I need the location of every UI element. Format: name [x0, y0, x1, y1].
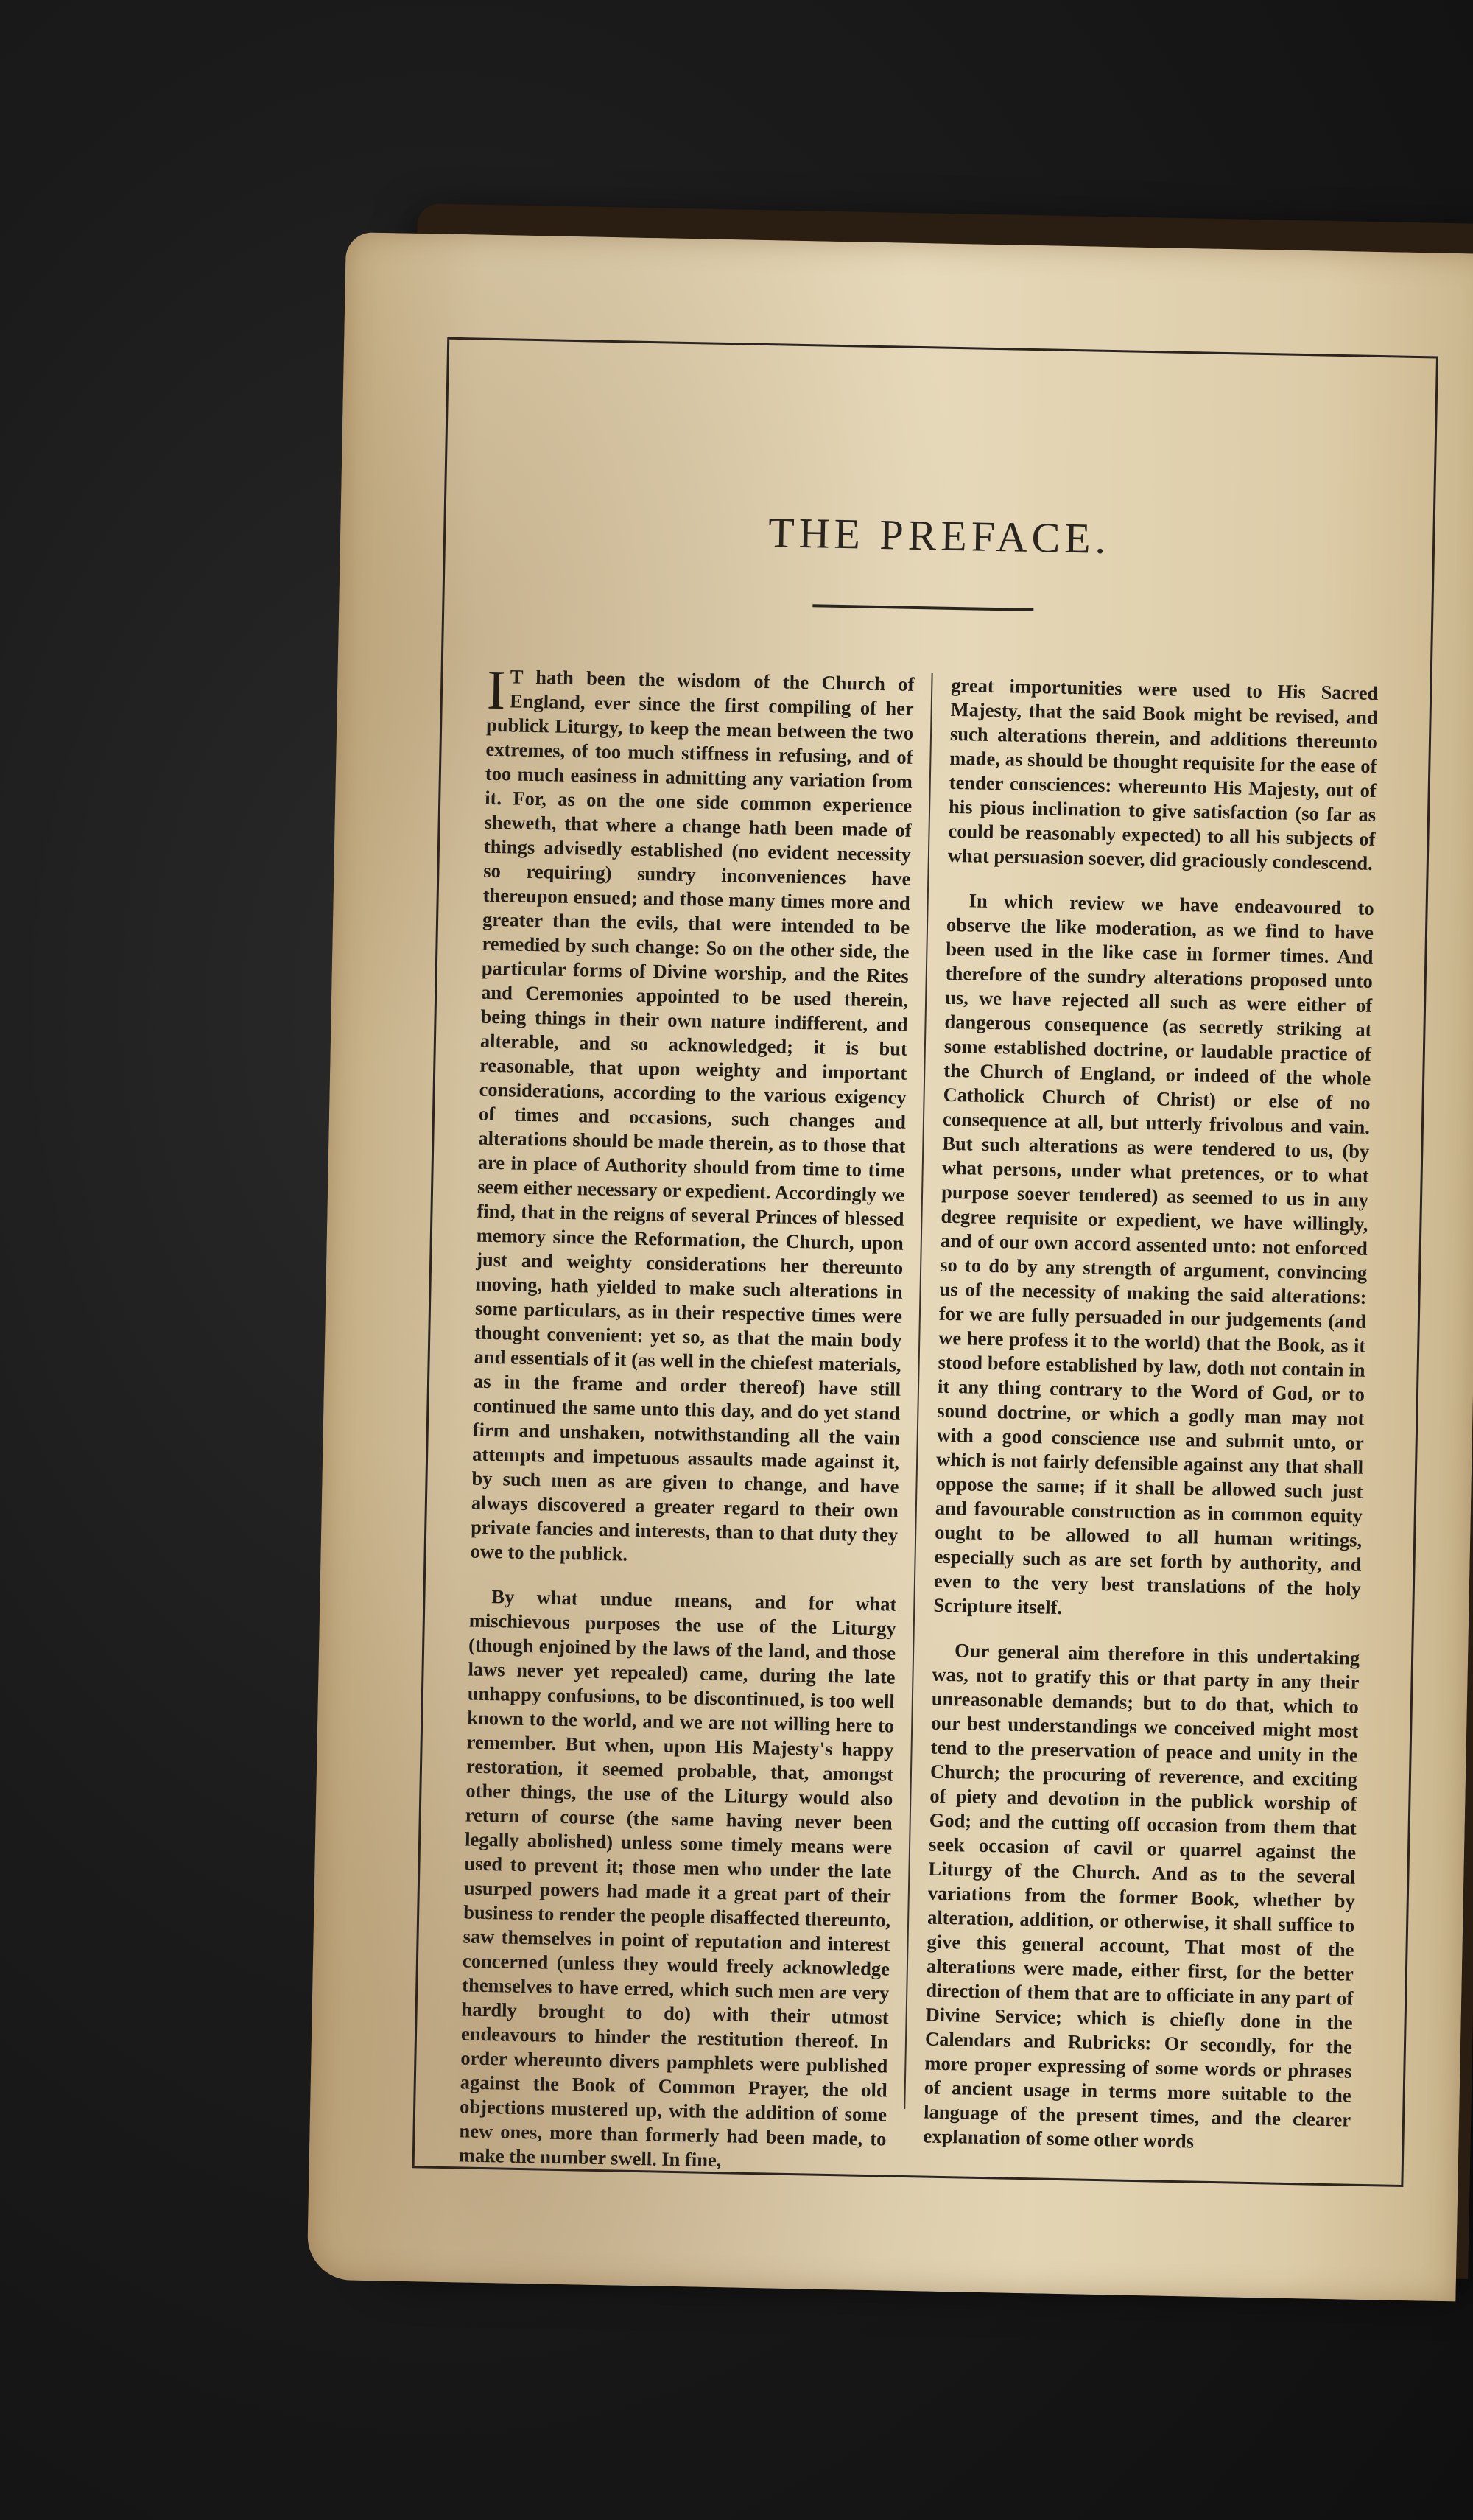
right-column: [923, 673, 1379, 2177]
page-border-frame: [412, 337, 1438, 2187]
paragraph: In which review we have endeavoured to observe the like moderation, as we find to have been used in the like case in former times. And therefore of the sundry alterations proposed unto us, we have rejected all such as were either of dangerous consequence (as secretly striking at some established doctrine, or laudable practice of the Church of England, or indeed of the whole Catholick Church of Christ) or else of no consequence at all, but utterly frivolous and vain. But such alterations as were tendered to us, (by what persons, under what pretences, or to what purpose soever tendered) as seemed to us in any degree requisite or expedient, we have willingly, and of our own accord assented unto: not enforced so to do by any strength of argument, convincing us of the necessity of making the said alterations: for we are fully persuaded in our judgements (and we here profess it to the world) that the Book, as it stood before established by law, doth not contain in it any thing contrary to the Word of God, or to sound doctrine, or which a godly man may not with a good conscience use and submit unto, or which is not fairly defensible against any that shall oppose the same; if it shall be allowed such just and favourable construction as in common equity ought to be allowed to all human writings, especially such as are set forth by authority, and even to the very best translations of the holy Scripture itself.: [933, 889, 1374, 1619]
left-column: [458, 659, 915, 2197]
book-page: [307, 232, 1473, 2301]
paragraph-text: T hath been the wisdom of the Church of England, ever since the first compiling of her publick Liturgy, to keep the mean between the two extremes, of too much stiffness in refusing, and of too much easiness in admitting any variation from it. For, as on the one side common experience sheweth, that where a change hath been made of things advisedly established (no evident necessity so requiring) sundry inconveniences have thereupon ensued; and those many times more and greater than the evils, that were intended to be remedied by such change: So on the other side, the particular forms of Divine worship, and the Rites and Ceremonies appointed to be used therein, being things in their own nature indifferent, and alterable, and so acknowledged; it is but reasonable, that upon weighty and important considerations, according to the various exigency of times and occasions, such changes and alterations should be made therein, as to those that are in place of Authority should from time to time seem either necessary or expedient. Accordingly we find, that in the reigns of several Princes of blessed memory since the Reformation, the Church, upon just and weighty considerations her thereunto moving, hath yielded to make such alterations in some particulars, as in their respective times were thought convenient: yet so, as that the main body and essentials of it (as well in the chiefest materials, as in the frame and order thereof) have still continued the same unto this day, and do yet stand firm and unshaken, notwithstanding all the vain attempts and impetuous assaults made against it, by such men as are given to change, and have always discovered a greater regard to their own private fancies and interests, than to that duty they owe to the publick.: [470, 665, 915, 1565]
paragraph: By what undue means, and for what mischievous purposes the use of the Liturgy (though enjoined by the laws of the land, and those laws never yet repealed) came, during the late unhappy confusions, to be discontinued, is too well known to the world, and we are not willing here to remember. But when, upon His Majesty's happy restoration, it seemed probable, that, amongst other things, the use of the Liturgy would also return of course (the same having never been legally abolished) unless some timely means were used to prevent it; those men who under the late usurped powers had made it a great part of their business to render the people disaffected thereunto, saw themselves in point of reputation and interest concerned (unless they would freely acknowledge themselves to have erred, which such men are very hardly brought to do) with their utmost endeavours to hinder the restitution thereof. In order whereunto divers pamphlets were published against the Book of Common Prayer, the old objections mustered up, with the addition of some new ones, more than formerly had been made, to make the number swell. In fine,: [458, 1585, 897, 2172]
title-rule: [812, 604, 1033, 611]
drop-cap: I: [486, 659, 507, 722]
paragraph: [470, 659, 915, 1572]
paragraph: Our general aim therefore in this undertaking was, not to gratify this or that party in any their unreasonable demands; but to do that, which to our best understandings we conceived might most tend to the preservation of peace and unity in the Church; the procuring of reverence, and exciting of piety and devotion in the publick worship of God; and the cutting off occasion from them that seek occasion of cavil or quarrel against the Liturgy of the Church. And as to the several variations from the former Book, whether by alteration, addition, or otherwise, it shall suffice to give this general account, That most of the alterations were made, either first, for the better direction of them that are to officiate in any part of Divine Service; which is chiefly done in the Calendars and Rubricks: Or secondly, for the more proper expressing of some words or phrases of ancient usage in terms more suitable to the language of the present times, and the clearer explanation of some other words: [923, 1639, 1360, 2152]
paragraph: great importunities were used to His Sacred Majesty, that the said Book might be revised, and such alterations therein, and additions thereunto made, as should be thought requisite for the ease of tender consciences: whereunto His Majesty, out of his pious inclination to give satisfaction (so far as could be reasonably expected) to all his subjects of what persuasion soever, did graciously condescend.: [947, 673, 1379, 874]
page-title: THE PREFACE.: [767, 508, 1111, 563]
